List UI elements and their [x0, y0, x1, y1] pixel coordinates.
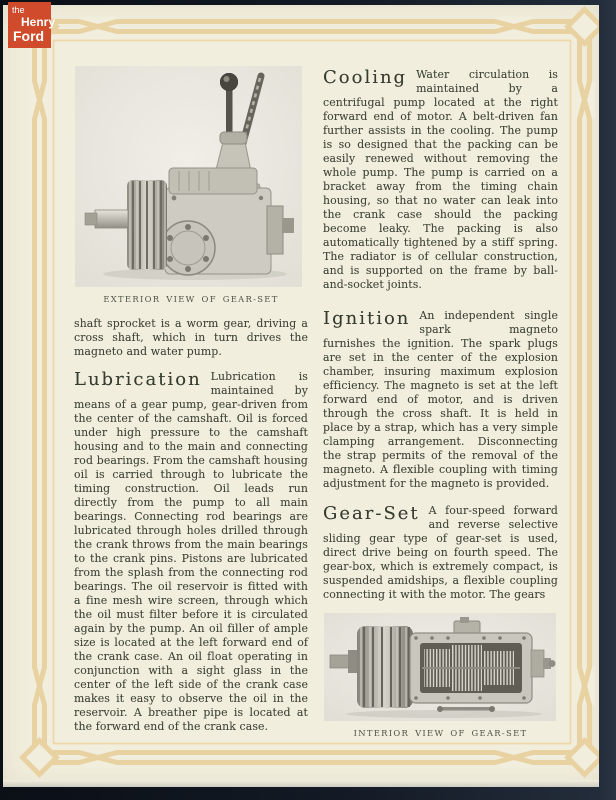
ignition-heading: Ignition	[323, 308, 411, 329]
gear-set-heading: Gear-Set	[323, 503, 420, 524]
henry-ford-logo	[8, 2, 56, 48]
left-column	[74, 62, 308, 734]
logo-text-the: the	[12, 5, 25, 15]
page-bottom-edge	[3, 780, 599, 787]
exterior-gearset-illustration	[75, 66, 302, 287]
interior-photo-caption: INTERIOR VIEW OF GEAR-SET	[353, 728, 528, 738]
right-column	[323, 62, 558, 738]
section-lubrication	[74, 370, 308, 734]
exterior-gearset-photo	[75, 66, 302, 287]
gear-set-body: A four-speed forward and reverse selective sliding gear type of gear-set is used, direct drive being on fourth speed. The gear-box, which is extremely compact, is suspended amidships, a flexible coupling connecting it with the motor. The gears	[323, 504, 558, 601]
logo-text-ford: Ford	[13, 28, 45, 44]
ignition-body: An independent single spark magneto furnishes the ignition. The spark plugs are set in the center of the explosion chamber, insuring maximum explosion efficiency. The magneto is set at the left forward end of motor, and is driven through the cross shaft. It is held in place by a strap, which has a very simple clamping arrangement. Disconnecting the strap permits of the removal of the magneto. A flexible coupling with timing adjustment for the magneto is provided.	[323, 309, 558, 490]
cooling-heading: Cooling	[323, 67, 408, 88]
exterior-photo-caption: EXTERIOR VIEW OF GEAR-SET	[103, 294, 279, 304]
brochure-page	[3, 5, 599, 787]
section-cooling	[323, 68, 558, 292]
cooling-body: Water circulation is maintained by a centrifugal pump located at the right forward end of motor. A belt-driven fan further assists in the cooling. The pump is so designed that the packing can be easily renewed without removing the whole pump. The pump is carried on a bracket away from the timing chain housing, so that no water can leak into the crank case should the packing become leaky. The packing is also automatically tightened by a stiff spring. The radiator is of cellular construction, and is supported on the frame by ball-and-socket joints.	[323, 68, 558, 291]
continuation-paragraph: shaft sprocket is a worm gear, driving a cross shaft, which in turn drives the magneto and water pump.	[74, 317, 308, 358]
section-ignition	[323, 309, 558, 491]
interior-gearset-illustration	[324, 613, 556, 721]
logo-text-henry: Henry	[21, 15, 56, 29]
lubrication-heading: Lubrication	[74, 369, 202, 390]
interior-gearset-photo	[324, 613, 556, 721]
lubrication-body: Lubrication is maintained by means of a gear pump, gear-driven from the center of the camshaft. Oil is forced under high pressure to the camshaft housing and to the main and connecting rod bearings. From the camshaft housing oil is carried through to lubricate the timing construction. Oil leads run directly from the pump to all main bearings. Connecting rod bearings are lubricated through holes drilled through the crank throws from the main bearings to the crank pins. Pistons are lubricated from the splash from the connecting rod bearings. The oil reservoir is fitted with a fine mesh wire screen, through which the oil must filter before it is circulated again by the pump. An oil filler of ample size is located at the left forward end of the crank case. An oil float operating in conjunction with a sight glass in the center of the left side of the crank case makes it easy to observe the oil in the reservoir. A breather pipe is located at the forward end of the crank case.	[74, 370, 308, 733]
section-gear-set	[323, 504, 558, 602]
